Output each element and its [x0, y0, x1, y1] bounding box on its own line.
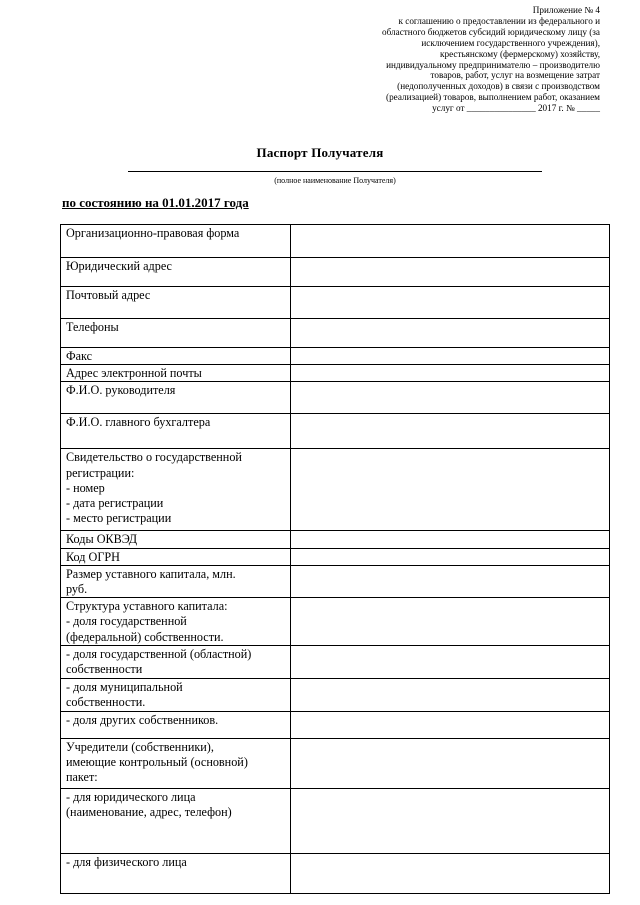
row-label: Факс — [61, 348, 291, 365]
table-row — [61, 531, 610, 548]
recipient-name-line — [128, 171, 542, 172]
appendix-line: исключением государственного учреждения), — [421, 37, 600, 48]
appendix-line: крестьянскому (фермерскому) хозяйству, — [440, 48, 600, 59]
row-value — [291, 646, 610, 679]
row-value — [291, 548, 610, 565]
table-row — [61, 414, 610, 449]
row-value — [291, 531, 610, 548]
row-value — [291, 225, 610, 258]
as-of-date: по состоянию на 01.01.2017 года — [62, 195, 249, 210]
appendix-line: областного бюджетов субсидий юридическому лицу (за — [382, 26, 600, 37]
appendix-line: (недополученных доходов) в связи с производством — [397, 81, 600, 92]
table-row — [61, 738, 610, 788]
table-row — [61, 646, 610, 679]
row-label: Ф.И.О. руководителя — [61, 382, 291, 414]
table-row — [61, 788, 610, 853]
row-value — [291, 711, 610, 738]
row-value — [291, 319, 610, 348]
appendix-line: товаров, работ, услуг на возмещение затрат — [430, 70, 600, 81]
row-label: - доля государственной (областной) собственности — [61, 646, 291, 679]
table-row — [61, 287, 610, 319]
appendix-line: к соглашению о предоставлении из федерального и — [398, 15, 600, 26]
row-label: - доля других собственников. — [61, 711, 291, 738]
appendix-line: Приложение № 4 — [532, 5, 600, 15]
row-value — [291, 382, 610, 414]
appendix-line: услуг от _______________ 2017 г. № _____ — [432, 103, 600, 114]
table-row — [61, 711, 610, 738]
table-row — [61, 319, 610, 348]
row-label: - доля муниципальной собственности. — [61, 679, 291, 711]
row-value — [291, 853, 610, 893]
table-row — [61, 225, 610, 258]
row-label: Телефоны — [61, 319, 291, 348]
row-value — [291, 348, 610, 365]
row-value — [291, 598, 610, 646]
document-title: Паспорт Получателя — [256, 145, 384, 160]
row-value — [291, 365, 610, 382]
table-row — [61, 449, 610, 531]
row-value — [291, 414, 610, 449]
row-value — [291, 449, 610, 531]
table-row — [61, 679, 610, 711]
row-value — [291, 788, 610, 853]
table-row — [61, 348, 610, 365]
row-label: Коды ОКВЭД — [61, 531, 291, 548]
row-label: Юридический адрес — [61, 258, 291, 287]
row-label: - для физического лица — [61, 853, 291, 893]
row-label: - для юридического лица (наименование, адрес, телефон) — [61, 788, 291, 853]
row-label: Размер уставного капитала, млн. руб. — [61, 565, 291, 597]
row-value — [291, 565, 610, 597]
row-label: Учредители (собственники), имеющие контрольный (основной) пакет: — [61, 738, 291, 788]
row-value — [291, 679, 610, 711]
table-row — [61, 258, 610, 287]
appendix-note — [360, 5, 600, 114]
table-row — [61, 565, 610, 597]
row-label: Свидетельство о государственной регистрации: - номер - дата регистрации - место регистрации — [61, 449, 291, 531]
passport-table — [60, 224, 610, 894]
row-label: Организационно-правовая форма — [61, 225, 291, 258]
appendix-line: индивидуальному предпринимателю – производителю — [386, 59, 600, 70]
table-row — [61, 382, 610, 414]
appendix-line: (реализацией) товаров, выполнением работ, оказанием — [386, 92, 600, 103]
row-value — [291, 258, 610, 287]
table-row — [61, 598, 610, 646]
row-label: Код ОГРН — [61, 548, 291, 565]
recipient-name-caption: (полное наименование Получателя) — [274, 176, 396, 185]
row-value — [291, 738, 610, 788]
table-row — [61, 853, 610, 893]
table-row — [61, 548, 610, 565]
row-label: Ф.И.О. главного бухгалтера — [61, 414, 291, 449]
row-label: Почтовый адрес — [61, 287, 291, 319]
row-label: Структура уставного капитала: - доля государственной (федеральной) собственности. — [61, 598, 291, 646]
table-row — [61, 365, 610, 382]
row-label: Адрес электронной почты — [61, 365, 291, 382]
row-value — [291, 287, 610, 319]
